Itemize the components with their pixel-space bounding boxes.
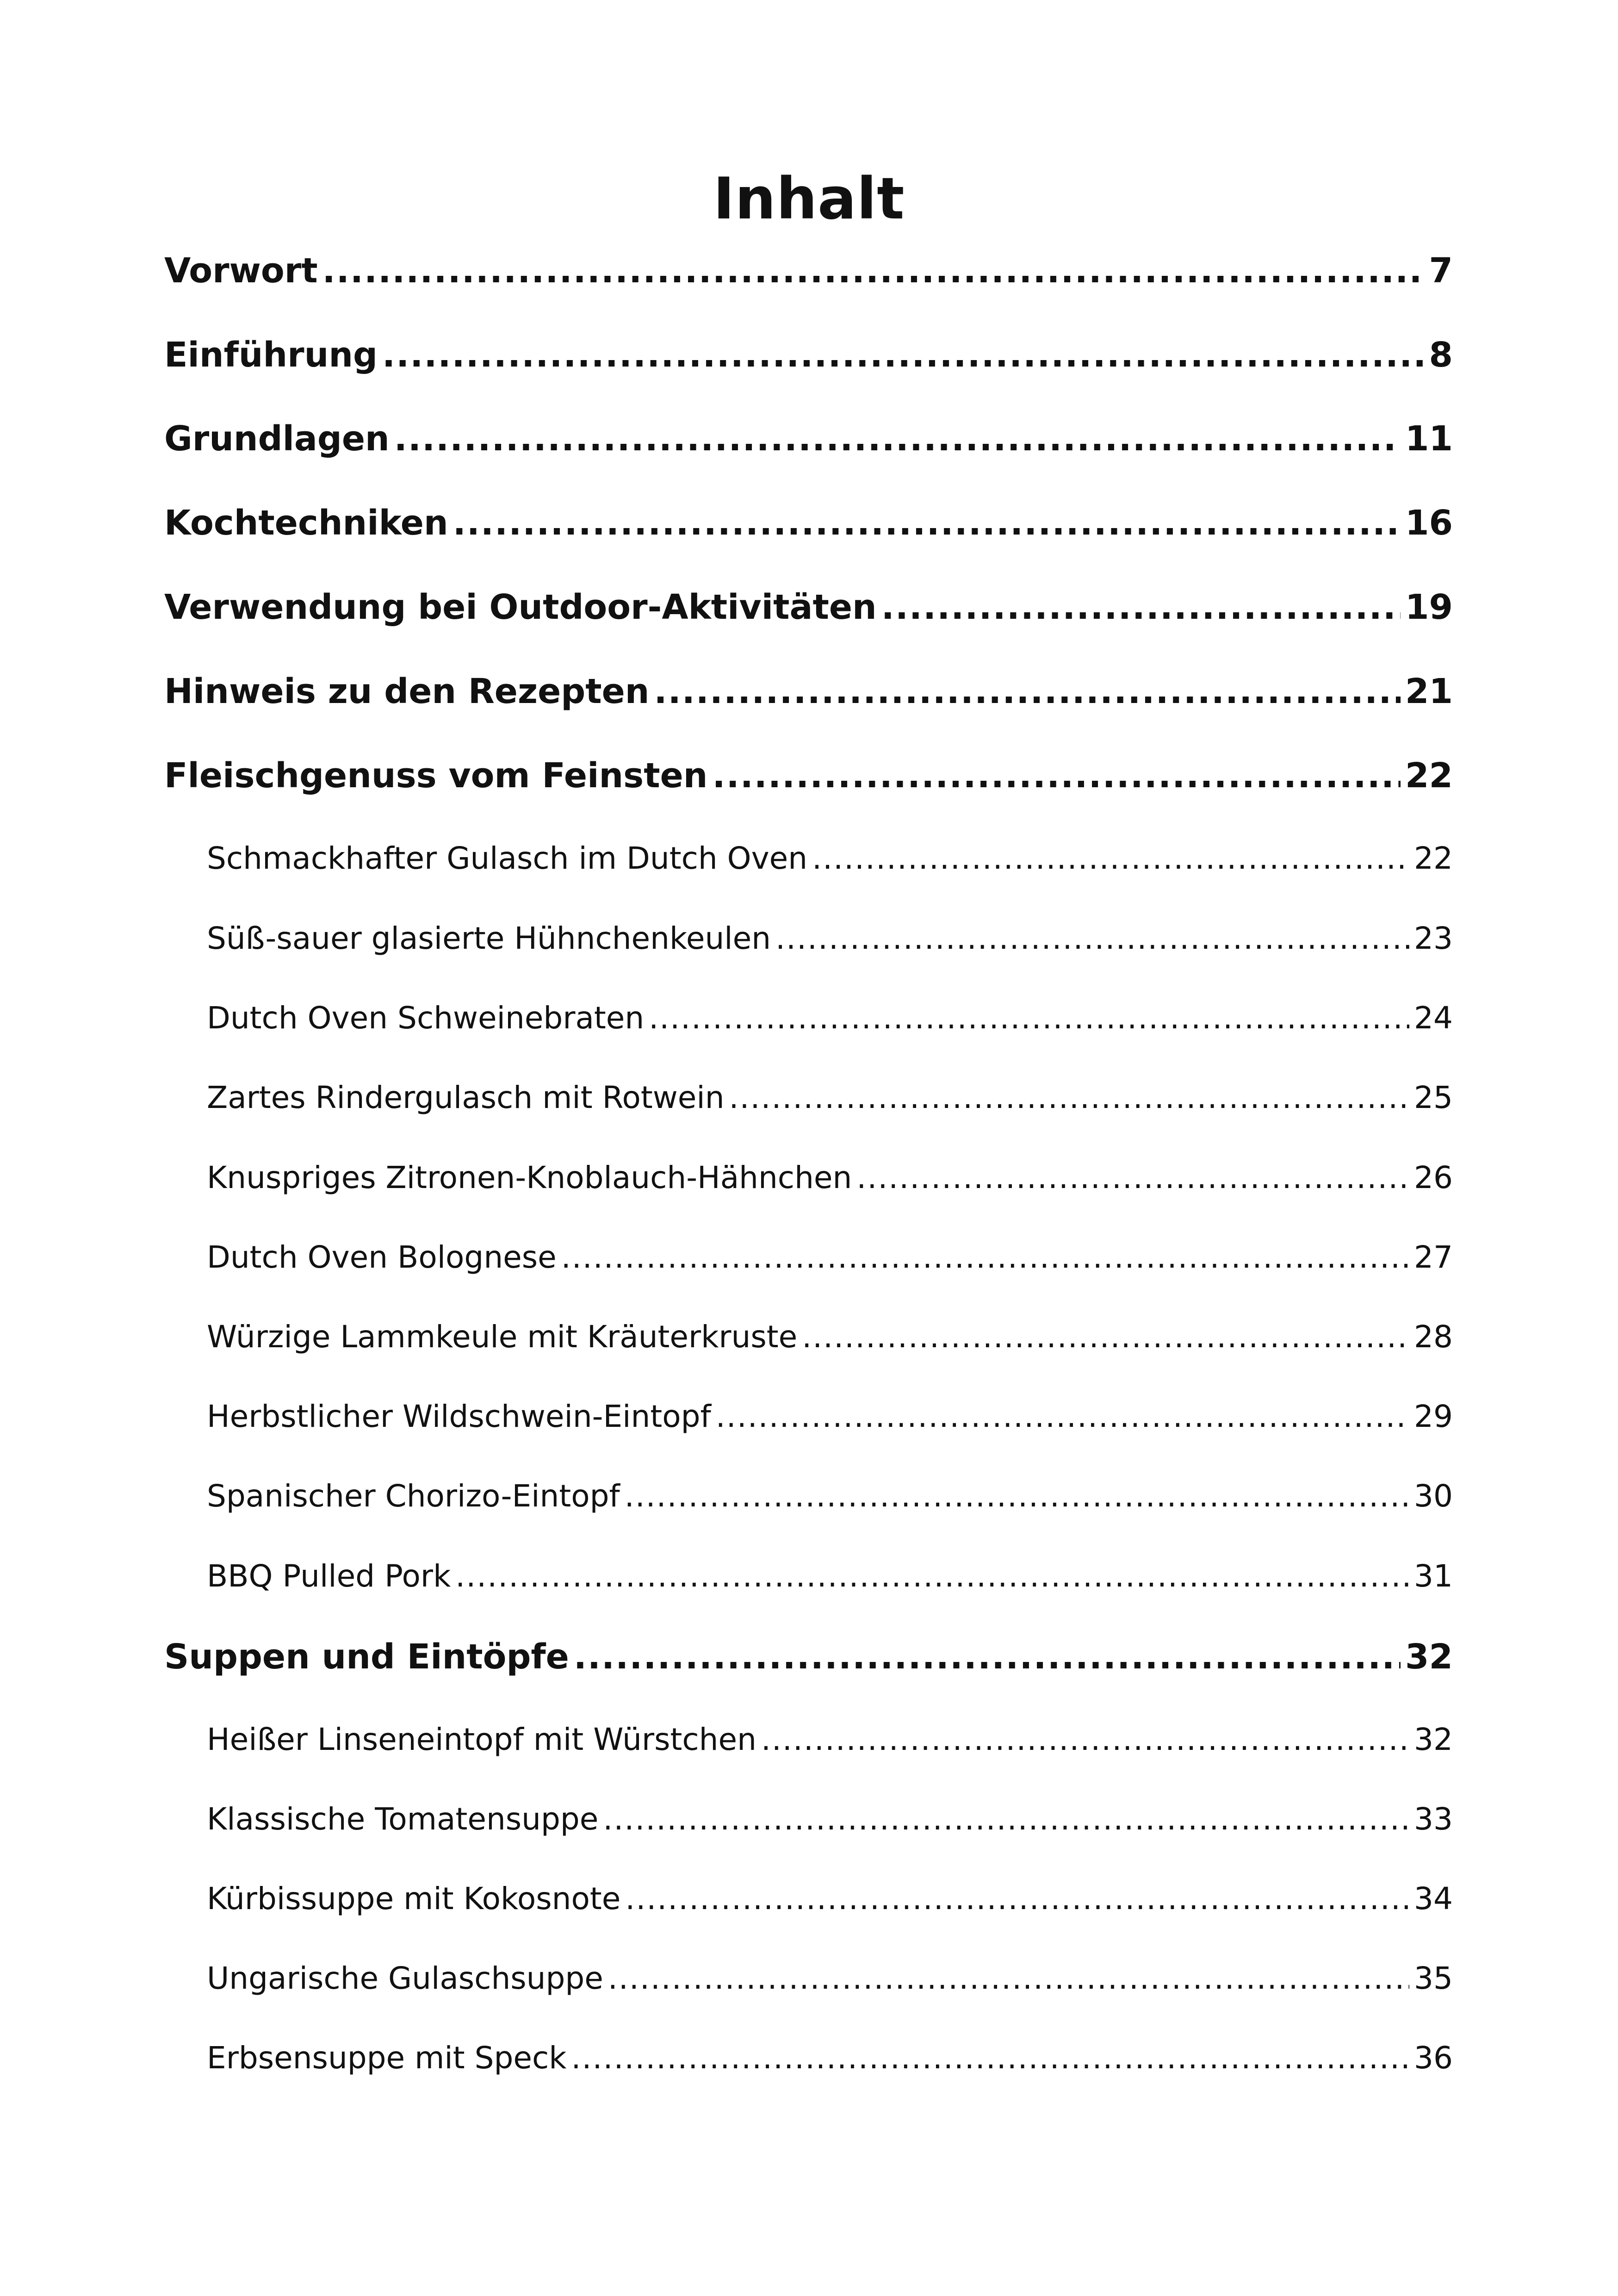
toc-entry-label: Fleischgenuss vom Feinsten: [164, 756, 708, 796]
toc-entry-label: Zartes Rindergulasch mit Rotwein: [207, 1080, 725, 1115]
toc-dot-leader: [654, 668, 1401, 715]
toc-dot-leader: [856, 1157, 1409, 1199]
toc-entry[interactable]: [164, 668, 1453, 715]
toc-entry[interactable]: [164, 753, 1453, 799]
toc-dot-leader: [382, 332, 1425, 378]
toc-entry-label: Grundlagen: [164, 419, 390, 459]
toc-page-number: 35: [1414, 1960, 1453, 1996]
toc-dot-leader: [561, 1237, 1409, 1278]
toc-subentry[interactable]: [207, 1077, 1453, 1119]
toc-page-number: 7: [1429, 251, 1453, 291]
toc-page-number: 19: [1405, 587, 1453, 627]
toc-subentry[interactable]: [207, 1157, 1453, 1199]
toc-page-number: 16: [1405, 503, 1453, 543]
toc-page-number: 27: [1414, 1239, 1453, 1275]
toc-entry-label: Einführung: [164, 335, 378, 375]
toc-subentry[interactable]: [207, 1396, 1453, 1437]
toc-page-number: 22: [1414, 840, 1453, 876]
toc-entry-label: Süß-sauer glasierte Hühnchenkeulen: [207, 921, 771, 956]
toc-dot-leader: [881, 584, 1401, 630]
toc-subentry[interactable]: [207, 2037, 1453, 2079]
toc-dot-leader: [812, 838, 1409, 879]
toc-entry[interactable]: [164, 500, 1453, 546]
toc-page-number: 29: [1414, 1399, 1453, 1434]
toc-entry-label: Vorwort: [164, 251, 318, 291]
toc-page-number: 22: [1405, 756, 1453, 796]
toc-dot-leader: [625, 1475, 1409, 1517]
toc-dot-leader: [453, 500, 1401, 546]
toc-entry[interactable]: [164, 1634, 1453, 1680]
toc-entry-label: Hinweis zu den Rezepten: [164, 672, 650, 711]
toc-page-number: 32: [1405, 1637, 1453, 1677]
toc-subentry[interactable]: [207, 1958, 1453, 1999]
toc-dot-leader: [571, 2037, 1409, 2079]
toc-dot-leader: [608, 1958, 1409, 1999]
toc-entry-label: Dutch Oven Bolognese: [207, 1239, 557, 1275]
toc-entry-label: Dutch Oven Schweinebraten: [207, 1000, 645, 1036]
toc-page-number: 33: [1414, 1801, 1453, 1837]
toc-subentry[interactable]: [207, 918, 1453, 959]
toc-dot-leader: [322, 248, 1425, 294]
toc-dot-leader: [649, 997, 1409, 1039]
toc-subentry[interactable]: [207, 1878, 1453, 1920]
toc-page-number: 21: [1405, 672, 1453, 711]
toc-page-number: 25: [1414, 1080, 1453, 1115]
toc-subentry[interactable]: [207, 997, 1453, 1039]
toc-subentry[interactable]: [207, 1237, 1453, 1278]
toc-dot-leader: [716, 1396, 1409, 1437]
toc-entry-label: Verwendung bei Outdoor-Aktivitäten: [164, 587, 877, 627]
toc-entry[interactable]: [164, 248, 1453, 294]
toc-dot-leader: [394, 416, 1401, 462]
toc-page-number: 30: [1414, 1478, 1453, 1514]
toc-dot-leader: [603, 1798, 1409, 1840]
toc-entry-label: Knuspriges Zitronen-Knoblauch-Hähnchen: [207, 1160, 852, 1195]
toc-dot-leader: [775, 918, 1409, 959]
toc-entry-label: Kochtechniken: [164, 503, 448, 543]
toc-subentry[interactable]: [207, 1556, 1453, 1597]
toc-page-number: 8: [1429, 335, 1453, 375]
toc-dot-leader: [455, 1556, 1409, 1597]
toc-entry-label: Schmackhafter Gulasch im Dutch Oven: [207, 840, 808, 876]
toc-entry-label: Ungarische Gulaschsuppe: [207, 1960, 603, 1996]
toc-subentry[interactable]: [207, 1719, 1453, 1761]
toc-page-number: 32: [1414, 1722, 1453, 1757]
toc-dot-leader: [712, 753, 1401, 799]
toc-page-number: 24: [1414, 1000, 1453, 1036]
toc-dot-leader: [574, 1634, 1401, 1680]
toc-page-number: 26: [1414, 1160, 1453, 1195]
toc-entry[interactable]: [164, 416, 1453, 462]
toc-page-number: 36: [1414, 2040, 1453, 2076]
toc-entry-label: Würzige Lammkeule mit Kräuterkruste: [207, 1319, 798, 1355]
page-title: Inhalt: [713, 166, 905, 232]
toc-entry-label: Spanischer Chorizo-Eintopf: [207, 1478, 620, 1514]
toc-entry-label: Kürbissuppe mit Kokosnote: [207, 1881, 621, 1916]
toc-entry-label: Erbsensuppe mit Speck: [207, 2040, 567, 2076]
toc-page-number: 34: [1414, 1881, 1453, 1916]
toc-entry[interactable]: [164, 332, 1453, 378]
toc-page-number: 23: [1414, 921, 1453, 956]
toc-entry-label: Klassische Tomatensuppe: [207, 1801, 599, 1837]
toc-subentry[interactable]: [207, 838, 1453, 879]
toc-entry-label: Heißer Linseneintopf mit Würstchen: [207, 1722, 756, 1757]
toc-dot-leader: [729, 1077, 1409, 1119]
toc-subentry[interactable]: [207, 1798, 1453, 1840]
toc-page-number: 28: [1414, 1319, 1453, 1355]
toc-dot-leader: [625, 1878, 1409, 1920]
toc-entry-label: Herbstlicher Wildschwein-Eintopf: [207, 1399, 711, 1434]
toc-entry[interactable]: [164, 584, 1453, 630]
toc-dot-leader: [802, 1316, 1409, 1358]
toc-entry-label: BBQ Pulled Pork: [207, 1558, 451, 1594]
toc-page-number: 11: [1405, 419, 1453, 459]
toc-entry-label: Suppen und Eintöpfe: [164, 1637, 569, 1677]
toc-subentry[interactable]: [207, 1475, 1453, 1517]
toc-dot-leader: [761, 1719, 1409, 1761]
toc-page-number: 31: [1414, 1558, 1453, 1594]
toc-subentry[interactable]: [207, 1316, 1453, 1358]
